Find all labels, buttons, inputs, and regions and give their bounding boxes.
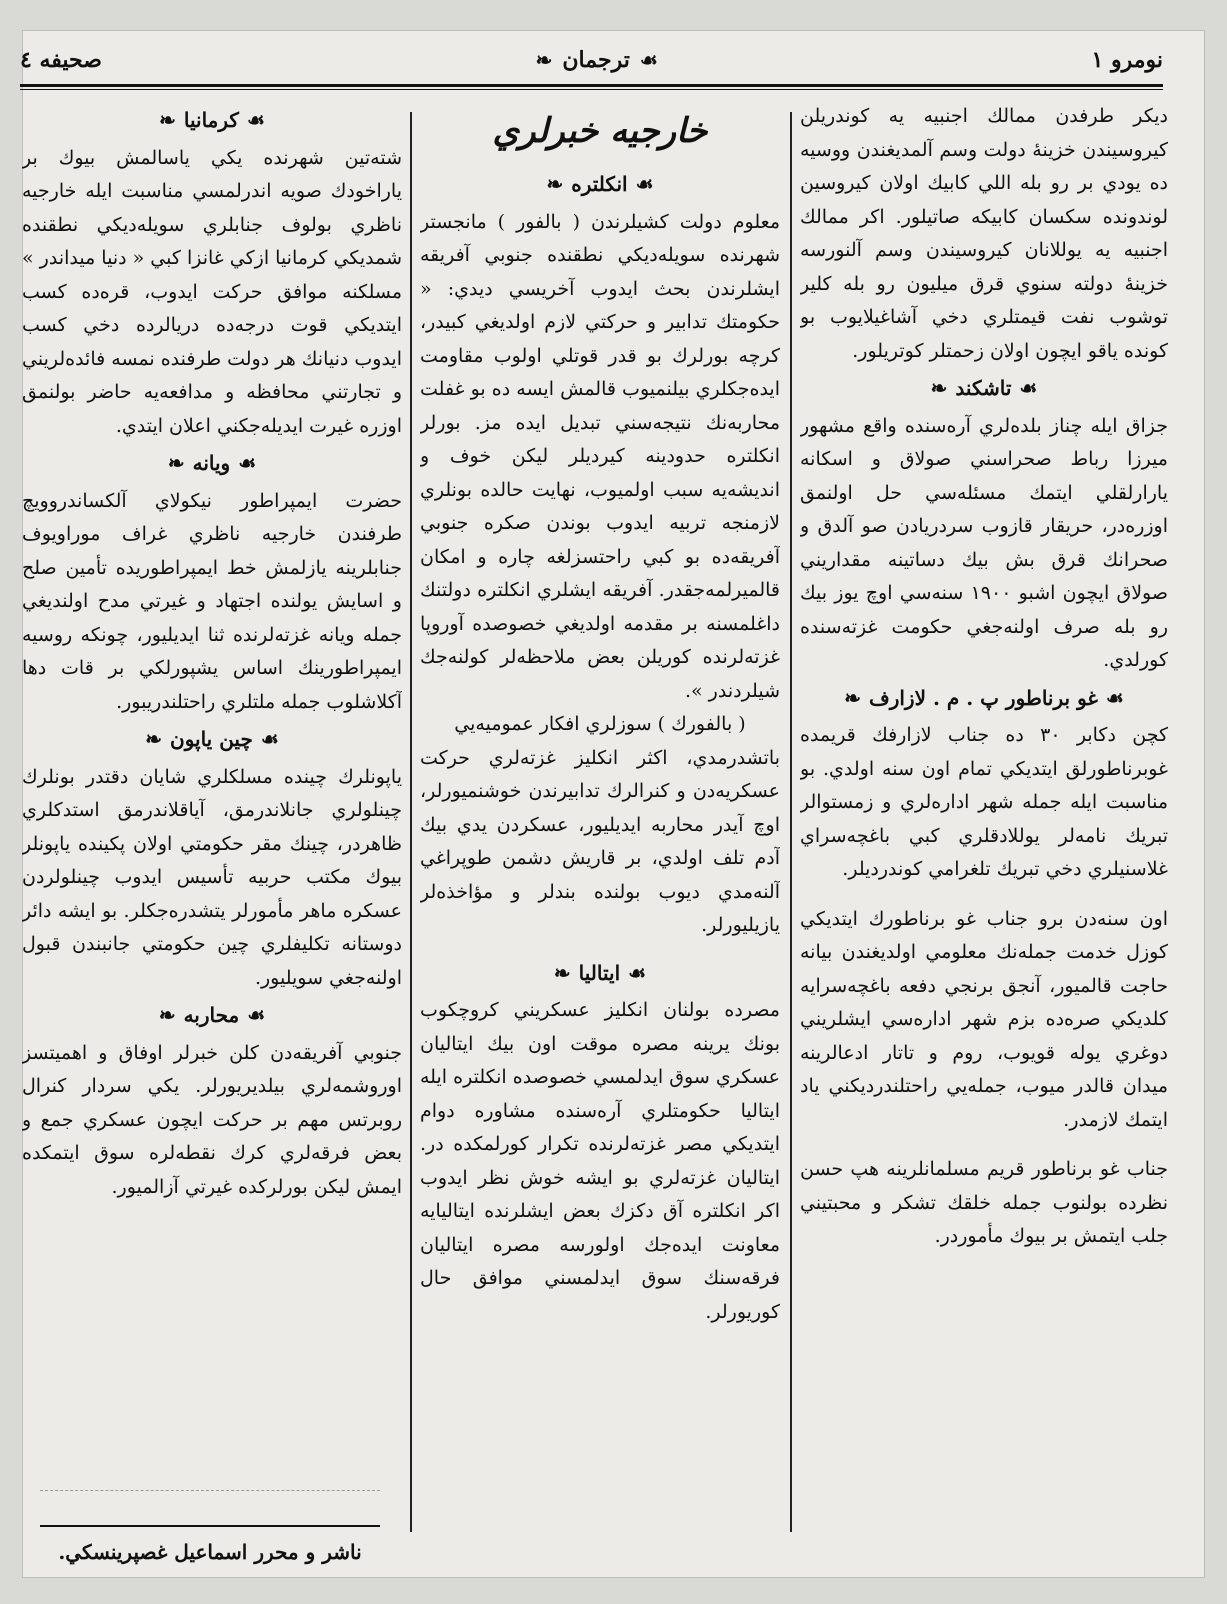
column-middle xyxy=(420,100,780,1540)
fleuron-icon: ❧ xyxy=(930,376,948,400)
faint-rule xyxy=(40,1490,380,1500)
column-right xyxy=(800,100,1168,1460)
fleuron-icon: ❧ xyxy=(844,685,861,710)
fleuron-icon: ☙ xyxy=(635,172,654,196)
fleuron-icon: ❧ xyxy=(553,960,571,985)
fleuron-left-icon: ❧ xyxy=(535,48,553,72)
fleuron-icon: ☙ xyxy=(1105,685,1124,710)
article-vienna: حضرت ايمپراطور نيكولاي آلكساندروويچ طرفندن خارجيه ناظري غراف موراويوف جنابلرينه يازلمش خط ايمپراطوريده تأمين صلح و اسايش يولنده اجتهاد و غيرتي مدح اولنديغي جمله ويانه غزته‌لرنده ثنا ايديليور، چونكه روسيه ايمپراطورينك اساس يشپورلكي بر قات دها آكلاشلوب جمله ملتلري راحتلندريبور. xyxy=(22,489,402,713)
fleuron-icon: ❧ xyxy=(145,727,162,751)
fleuron-icon: ❧ xyxy=(158,1003,176,1027)
article-foreign-oil: ديكر طرفدن ممالك اجنبيه يه كوندريلن كيروسيندن خزينهٔ دولت وسم آلمديغندن ووسيه ده يودي بر رو بله اللي كابيك اولان كيروسين لوندونده سكسان كابيكه صاتيلور. اكر ممالك اجنبيه يه يوللانان كيروسيندن وسم آلنورسه خزينهٔ دولته سنوي قرق ميليون رو بله كلير توشوب نفت قيمتلري دخي آشاغيلايوب بو كونده ياقو ايچون اولان زحمتلر كوتريلور. xyxy=(800,105,1168,362)
article-tashkent: جزاق ايله چناز بلده‌لري آره‌سنده واقع مشهور ميرزا رباط صحراسني صولاق و اسكانه يارارلقلي ايتمك مسئله‌سي حل اولنمق اوزره‌در، حريقار قازوب سردريادن صو آلدق و صحرانك قرق بش بيك دساتينه مقداريني صولاق ايچون اشبو ١٩٠٠ سنه‌سي اوچ يوز بيك رو بله صرف اولنه‌جغي حكومت غزته‌سنده كورلدي. xyxy=(800,414,1168,671)
issue-number: نومرو ١ xyxy=(1091,47,1163,73)
newspaper-title: ترجمان xyxy=(562,47,630,73)
fleuron-icon: ☙ xyxy=(246,108,265,132)
fleuron-icon: ❧ xyxy=(546,172,564,196)
article-england-1: معلوم دولت كشيلرندن ( بالفور ) مانجستر شهرنده سويله‌ديكي نطقنده جنوبي آفريقه ايشلرندن بحث ايدوب آخريسي ديدي: « حكومتك تدابير و حركتي لازم اولديغي كبيدر، كرچه بورلرك بو قدر قوتلي اولوب مقاومت ايده‌جكلري بيلنميوب قالمش ايسه ده بو غفلت محاربه‌نك نتيجه‌سني تبديل ايده مز. بورلر انكلتره حدودينه كيرديلر ليكن خوف و انديشه‌يه سبب اولميوب، نهايت حالده بونلري لازمنجه تربيه ايدوب بوندن صكره جنوبي آفريقه‌ده بو كبي راحتسزلغه چاره و امكان قالميرلمه‌جقدر. آفريقه ايشلري انكلتره دولتنك داغلمسنه بر مقدمه اولديغي خصوصده آوروپا غزته‌لرنده كوريلن بعض ملاحظه‌لر كولنه‌جك شيلردندر ». xyxy=(420,210,780,702)
article-china: ياپونلرك چينده مسلكلري شايان دقتدر بونلرك چينلولري جانلاندرمق، آياقلاندرمق استدكلري ظاهردر، چينك مقر حكومتي اولان پكينده ياپونلر بيوك مكتب حربيه تأسيس ايدوب چينلولردن عسكره ماهر مأمورلر يتشدره‌جكلر. بو ايشه دائر دوستانه تكليفلري چين حكومتي جانبندن قبول اولنه‌جغي سويليور. xyxy=(22,765,402,989)
article-italy: مصرده بولنان انكليز عسكريني كروچكوب بونك يرينه مصره موقت اون بيك ايتاليان عسكري سوق ايدلمسي خصوصده انكلتره ايله ايتاليا حكومتلري آره‌سنده مشاوره دوام ايتديكي مصر غزته‌لرنده تكرار كورلمكده در. ايتاليان غزته‌لري بو ايشه خوش نظر ايدوب اكر انكلتره آق دكزك بعض ايشلرنده ايتاليايه معاونت ايده‌جك اولورسه مصره ايتاليان فرقه‌سنك سوق ايدلمسني موافق حال كوريورلر. xyxy=(420,999,780,1323)
column-divider-right xyxy=(790,112,792,1532)
column-left xyxy=(22,100,402,1500)
article-governor-2: اون سنه‌دن برو جناب غو برناطورك ايتديكي كوزل خدمت جمله‌نك معلومي اولديغندن بيانه حاجت قالميور، آنجق برنجي دفعه باغچه‌سرايه كلديكي صره‌ده بزم شهر اداره‌سي ايشلريني دوغري يوله قويوب، روم و تاتار ادعالرينه ميدان قالدر ميوب، جمله‌يي راحتلندرديكني ياد ايتمك لازمدر. xyxy=(800,907,1168,1131)
foreign-news-title: خارجيه خبرلري xyxy=(492,111,708,151)
section-heading-china: ☙ چين ياپون ❧ xyxy=(22,723,402,757)
article-england-2: باتشدرمدي، اكثر انكليز غزته‌لري حركت عسكريه‌دن و كنرالرك تدابيرندن خوشنميورلر، اوچ آيدر محاربه ايديليور، عسكردن يدي بيك آدم تلف اولدي، بر قاريش دشمن طوپراغي آلنه‌مدي ديوب بولنده بندلر و مؤاخذه‌لر يازيليورلر. xyxy=(420,746,780,936)
fleuron-icon: ☙ xyxy=(260,727,279,751)
fleuron-icon: ☙ xyxy=(1019,376,1038,400)
article-germany: شته‌تين شهرنده يكي ياسالمش بيوك بر ياراخودك صويه اندرلمسي مناسبت ايله خارجيه ناظري بولوف جنابلري سويله‌ديكي نطقنده شمديكي كرمانيا ازكي غانزا كبي « دنيا ميداندر » مسلكنه موافق حركت ايدوب، قره‌ده كسب ايتديكي قوت درجه‌ده دريالرده دخي كسب ايدوب دنيانك هر دولت طرفنده نمسه فائده‌لريني و تجارتني محافظه و مدافعه‌يه حاضر بولنمق اوزره غيرت ايديله‌جكني اعلان ايتدي. xyxy=(22,146,402,437)
section-heading-vienna: ☙ ويانه ❧ xyxy=(22,447,402,481)
article-governor-3: جناب غو برناطور قريم مسلمانلرينه هپ حسن نظرده بولنوب جمله خلقك تشكر و محبتيني جلب ايتمش بر بيوك مأموردر. xyxy=(800,1158,1168,1247)
article-england-quote: ( بالفورك ) سوزلري افكار عموميه‌يي xyxy=(454,713,746,735)
article-war: جنوبي آفريقه‌دن كلن خبرلر اوفاق و اهميتسز اوروشمه‌لري بيلديريورلر. يكي سردار كنرال روبرتس مهم بر حركت ايچون عسكري جمع و بعض فرقه‌لري كرك نقطه‌لره سوق ايتمكده ايمش ليكن بورلركده غيرتي آزالميور. xyxy=(22,1041,402,1198)
masthead-title-group xyxy=(536,47,658,73)
footer-rule xyxy=(40,1525,380,1527)
page-number: صحيفه ٤ xyxy=(20,47,102,73)
fleuron-icon: ❧ xyxy=(167,451,185,475)
section-heading-tashkent: ☙ تاشكند ❧ xyxy=(800,372,1168,406)
column-divider-left xyxy=(410,112,412,1532)
masthead xyxy=(20,40,1163,80)
section-heading-england: ☙ انكلتره ❧ xyxy=(420,168,780,202)
fleuron-icon: ☙ xyxy=(247,1003,266,1027)
article-governor-1: كچن دكابر ٣٠ ده جناب لازارفك قريمده غوبرناطورلق ايتديكي تمام اون سنه اولدي. بو مناسبت ايله جمله شهر اداره‌لري و زمستوالر تبريك نامه‌لر يوللادقلري كبي باغچه‌سراي غلاسنيلري دخي تبريك تلغرامي كوندرديلر. xyxy=(800,724,1168,880)
masthead-rule xyxy=(20,84,1163,90)
section-heading-germany: ☙ كرمانيا ❧ xyxy=(22,104,402,138)
fleuron-right-icon: ☙ xyxy=(639,48,658,72)
section-heading-governor: ☙ غو برناطور پ . م . لازارف ❧ xyxy=(800,682,1168,716)
fleuron-icon: ☙ xyxy=(238,451,257,475)
section-heading-italy: ☙ ايتاليا ❧ xyxy=(420,957,780,991)
publisher-footer: ناشر و محرر اسماعيل غصپرينسكي. xyxy=(58,1540,362,1564)
fleuron-icon: ❧ xyxy=(159,108,176,132)
fleuron-icon: ☙ xyxy=(628,960,647,985)
section-heading-war: ☙ محاربه ❧ xyxy=(22,999,402,1033)
